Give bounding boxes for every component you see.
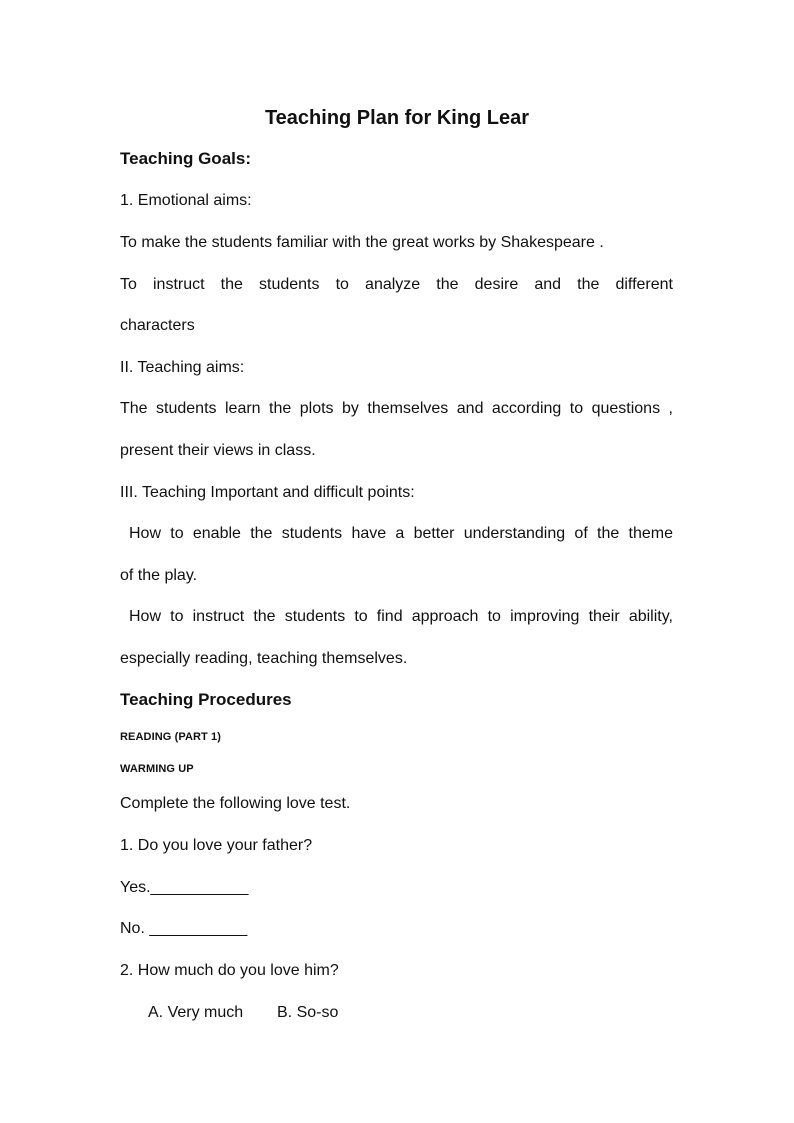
option-b: B. So-so	[277, 1004, 339, 1021]
question-1: 1. Do you love your father?	[120, 837, 313, 854]
reading-part-label: READING (PART 1)	[120, 731, 222, 743]
important-points-line-3: How to instruct the students to find approach to improving their ability,	[129, 608, 673, 625]
important-points-line-1: How to enable the students have a better understanding of the theme	[129, 525, 673, 542]
document-title: Teaching Plan for King Lear	[264, 107, 530, 129]
teaching-aims-heading: II. Teaching aims:	[120, 359, 245, 376]
option-a: A. Very much	[148, 1004, 244, 1021]
important-points-line-2: of the play.	[120, 567, 198, 584]
emotional-aims-heading: 1. Emotional aims:	[120, 192, 252, 209]
emotional-aims-line-2: To instruct the students to analyze the desire and the different	[120, 276, 673, 293]
teaching-aims-line-1: The students learn the plots by themselves and according to questions ,	[120, 400, 673, 417]
emotional-aims-line-1: To make the students familiar with the great works by Shakespeare .	[120, 234, 604, 251]
love-test-intro: Complete the following love test.	[120, 795, 351, 812]
warming-up-label: WARMING UP	[120, 763, 194, 775]
teaching-goals-heading: Teaching Goals:	[120, 149, 251, 168]
teaching-procedures-heading: Teaching Procedures	[120, 690, 292, 709]
important-points-heading: III. Teaching Important and difficult points:	[120, 484, 415, 501]
question-2: 2. How much do you love him?	[120, 962, 339, 979]
important-points-line-4: especially reading, teaching themselves.	[120, 650, 408, 667]
teaching-aims-line-2: present their views in class.	[120, 442, 316, 459]
answer-yes-blank: Yes.___________	[120, 879, 249, 896]
emotional-aims-line-3: characters	[120, 317, 195, 334]
answer-no-blank: No. ___________	[120, 920, 248, 937]
